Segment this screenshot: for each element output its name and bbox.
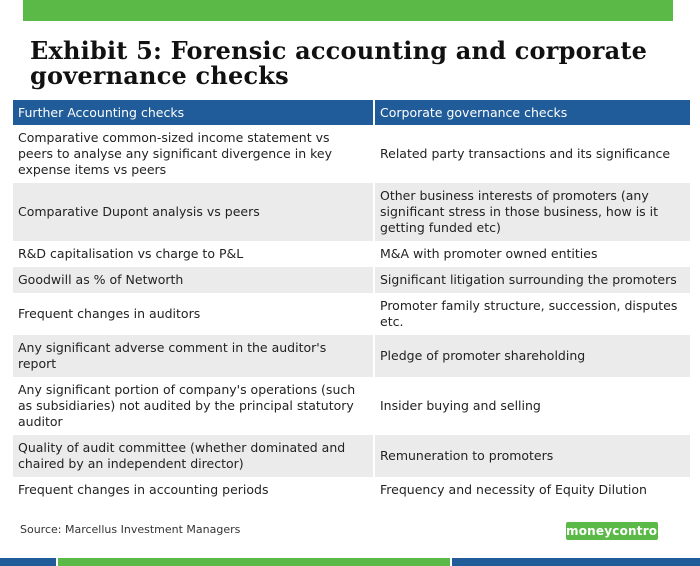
governance-check: Other business interests of promoters (any significant stress in those business, how is it getting funded etc) <box>375 183 690 241</box>
governance-check: Related party transactions and its significance <box>375 125 690 183</box>
governance-check: Significant litigation surrounding the promoters <box>375 267 690 293</box>
table-row <box>13 293 690 335</box>
accounting-check: Goodwill as % of Networth <box>13 267 373 293</box>
top-accent-bar <box>23 0 673 21</box>
accounting-check: Comparative common-sized income statement vs peers to analyse any significant divergence in key expense items vs peers <box>13 125 373 183</box>
table-header-row <box>13 100 690 125</box>
table-row <box>13 125 690 183</box>
accounting-check: Frequent changes in auditors <box>13 293 373 335</box>
table-row <box>13 241 690 267</box>
accounting-check: R&D capitalisation vs charge to P&L <box>13 241 373 267</box>
table-row <box>13 477 690 503</box>
accounting-check: Frequent changes in accounting periods <box>13 477 373 503</box>
checks-table <box>11 100 692 503</box>
moneycontrol-logo: moneycontrol <box>566 524 662 538</box>
table-row <box>13 335 690 377</box>
accounting-check: Quality of audit committee (whether dominated and chaired by an independent director) <box>13 435 373 477</box>
governance-check: Insider buying and selling <box>375 377 690 435</box>
exhibit-title: Exhibit 5: Forensic accounting and corporate governance checks <box>30 36 648 90</box>
governance-check: M&A with promoter owned entities <box>375 241 690 267</box>
table-row <box>13 435 690 477</box>
accounting-check: Any significant portion of company's operations (such as subsidiaries) not audited by the principal statutory auditor <box>13 377 373 435</box>
column-header-accounting: Further Accounting checks <box>13 100 373 125</box>
table-row <box>13 183 690 241</box>
accounting-check: Comparative Dupont analysis vs peers <box>13 183 373 241</box>
table-row <box>13 267 690 293</box>
accounting-check: Any significant adverse comment in the auditor's report <box>13 335 373 377</box>
governance-check: Pledge of promoter shareholding <box>375 335 690 377</box>
bottom-accent-bar-left <box>0 558 56 566</box>
column-header-governance: Corporate governance checks <box>375 100 690 125</box>
source-note: Source: Marcellus Investment Managers <box>20 523 241 536</box>
table-row <box>13 377 690 435</box>
bottom-accent-bar-right <box>452 558 700 566</box>
bottom-accent-bar-middle <box>58 558 450 566</box>
governance-check: Promoter family structure, succession, disputes etc. <box>375 293 690 335</box>
governance-check: Remuneration to promoters <box>375 435 690 477</box>
governance-check: Frequency and necessity of Equity Dilution <box>375 477 690 503</box>
